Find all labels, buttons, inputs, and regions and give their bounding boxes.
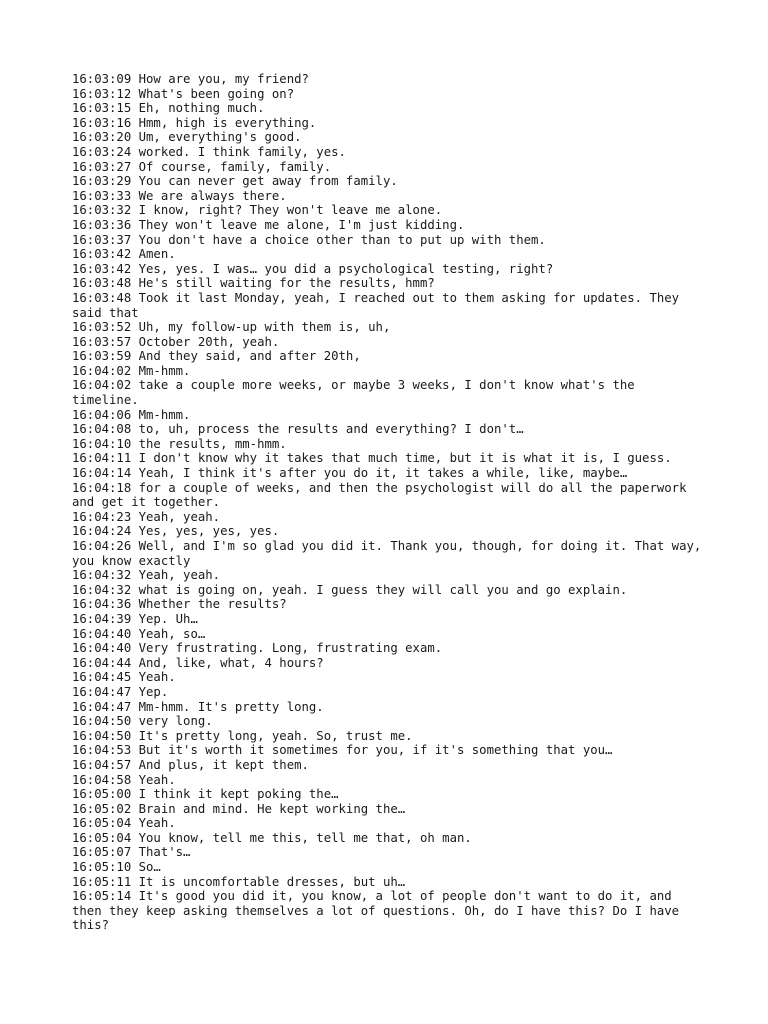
transcript-line: 16:03:20 Um, everything's good. [72, 130, 302, 145]
transcript-line: 16:05:14 It's good you did it, you know, a lot of people don't want to do it, and then they keep asking themselves a lot of questions. Oh, do I have this? Do I have this? [72, 889, 687, 933]
transcript-line: 16:05:00 I think it kept poking the… [72, 787, 339, 802]
transcript-line: 16:03:59 And they said, and after 20th, [72, 349, 361, 364]
transcript-line: 16:04:45 Yeah. [72, 670, 176, 685]
transcript-line: 16:05:04 You know, tell me this, tell me that, oh man. [72, 830, 472, 845]
transcript-line: 16:04:53 But it's worth it sometimes for you, if it's something that you… [72, 743, 613, 758]
transcript-line: 16:04:39 Yep. Uh… [72, 611, 198, 626]
transcript-line: 16:04:50 It's pretty long, yeah. So, trust me. [72, 728, 413, 743]
transcript-line: 16:04:50 very long. [72, 714, 213, 729]
transcript-line: 16:04:36 Whether the results? [72, 597, 287, 612]
transcript-line: 16:03:57 October 20th, yeah. [72, 334, 280, 349]
transcript-line: 16:03:16 Hmm, high is everything. [72, 115, 317, 130]
transcript-line: 16:04:18 for a couple of weeks, and then the psychologist will do all the paperwork and get it together. [72, 480, 694, 510]
transcript-line: 16:04:14 Yeah, I think it's after you do it, it takes a while, like, maybe… [72, 466, 628, 481]
transcript-line: 16:03:48 Took it last Monday, yeah, I reached out to them asking for updates. They said that [72, 290, 687, 320]
transcript-line: 16:04:32 Yeah, yeah. [72, 568, 221, 583]
transcript-line: 16:04:40 Very frustrating. Long, frustrating exam. [72, 641, 443, 656]
transcript-line: 16:05:11 It is uncomfortable dresses, but uh… [72, 874, 406, 889]
transcript-page [72, 72, 708, 933]
transcript-line: 16:04:11 I don't know why it takes that much time, but it is what it is, I guess. [72, 451, 672, 466]
transcript-line: 16:03:33 We are always there. [72, 188, 287, 203]
transcript-line: 16:03:42 Yes, yes. I was… you did a psychological testing, right? [72, 261, 554, 276]
transcript-body [72, 72, 708, 933]
transcript-line: 16:05:04 Yeah. [72, 816, 176, 831]
transcript-line: 16:04:26 Well, and I'm so glad you did it. Thank you, though, for doing it. That way, you know exactly [72, 539, 709, 568]
transcript-line: 16:04:40 Yeah, so… [72, 626, 206, 641]
transcript-line: 16:04:57 And plus, it kept them. [72, 757, 309, 772]
transcript-line: 16:03:52 Uh, my follow-up with them is, uh, [72, 320, 391, 335]
transcript-line: 16:03:36 They won't leave me alone, I'm just kidding. [72, 217, 465, 232]
transcript-line: 16:03:12 What's been going on? [72, 86, 295, 101]
transcript-line: 16:04:23 Yeah, yeah. [72, 509, 221, 524]
transcript-line: 16:03:48 He's still waiting for the results, hmm? [72, 276, 435, 291]
transcript-line: 16:04:02 take a couple more weeks, or maybe 3 weeks, I don't know what's the timeline. [72, 378, 643, 408]
transcript-line: 16:04:58 Yeah. [72, 772, 176, 787]
transcript-line: 16:04:06 Mm-hmm. [72, 407, 191, 422]
transcript-line: 16:05:07 That's… [72, 845, 191, 860]
transcript-line: 16:04:32 what is going on, yeah. I guess they will call you and go explain. [72, 582, 628, 597]
transcript-line: 16:04:02 Mm-hmm. [72, 363, 191, 378]
transcript-line: 16:03:32 I know, right? They won't leave me alone. [72, 203, 443, 218]
transcript-line: 16:05:10 So… [72, 860, 161, 875]
transcript-line: 16:04:44 And, like, what, 4 hours? [72, 655, 324, 670]
transcript-line: 16:03:29 You can never get away from family. [72, 174, 398, 189]
transcript-line: 16:04:24 Yes, yes, yes, yes. [72, 524, 280, 539]
transcript-line: 16:03:09 How are you, my friend? [72, 72, 309, 86]
transcript-line: 16:03:15 Eh, nothing much. [72, 101, 265, 116]
transcript-line: 16:04:47 Yep. [72, 684, 169, 699]
transcript-line: 16:03:42 Amen. [72, 247, 176, 262]
transcript-line: 16:03:37 You don't have a choice other than to put up with them. [72, 232, 546, 247]
transcript-line: 16:03:24 worked. I think family, yes. [72, 144, 346, 159]
transcript-line: 16:05:02 Brain and mind. He kept working the… [72, 801, 406, 816]
transcript-line: 16:03:27 Of course, family, family. [72, 159, 332, 174]
transcript-line: 16:04:47 Mm-hmm. It's pretty long. [72, 699, 324, 714]
transcript-line: 16:04:08 to, uh, process the results and everything? I don't… [72, 422, 524, 437]
transcript-line: 16:04:10 the results, mm-hmm. [72, 436, 287, 451]
